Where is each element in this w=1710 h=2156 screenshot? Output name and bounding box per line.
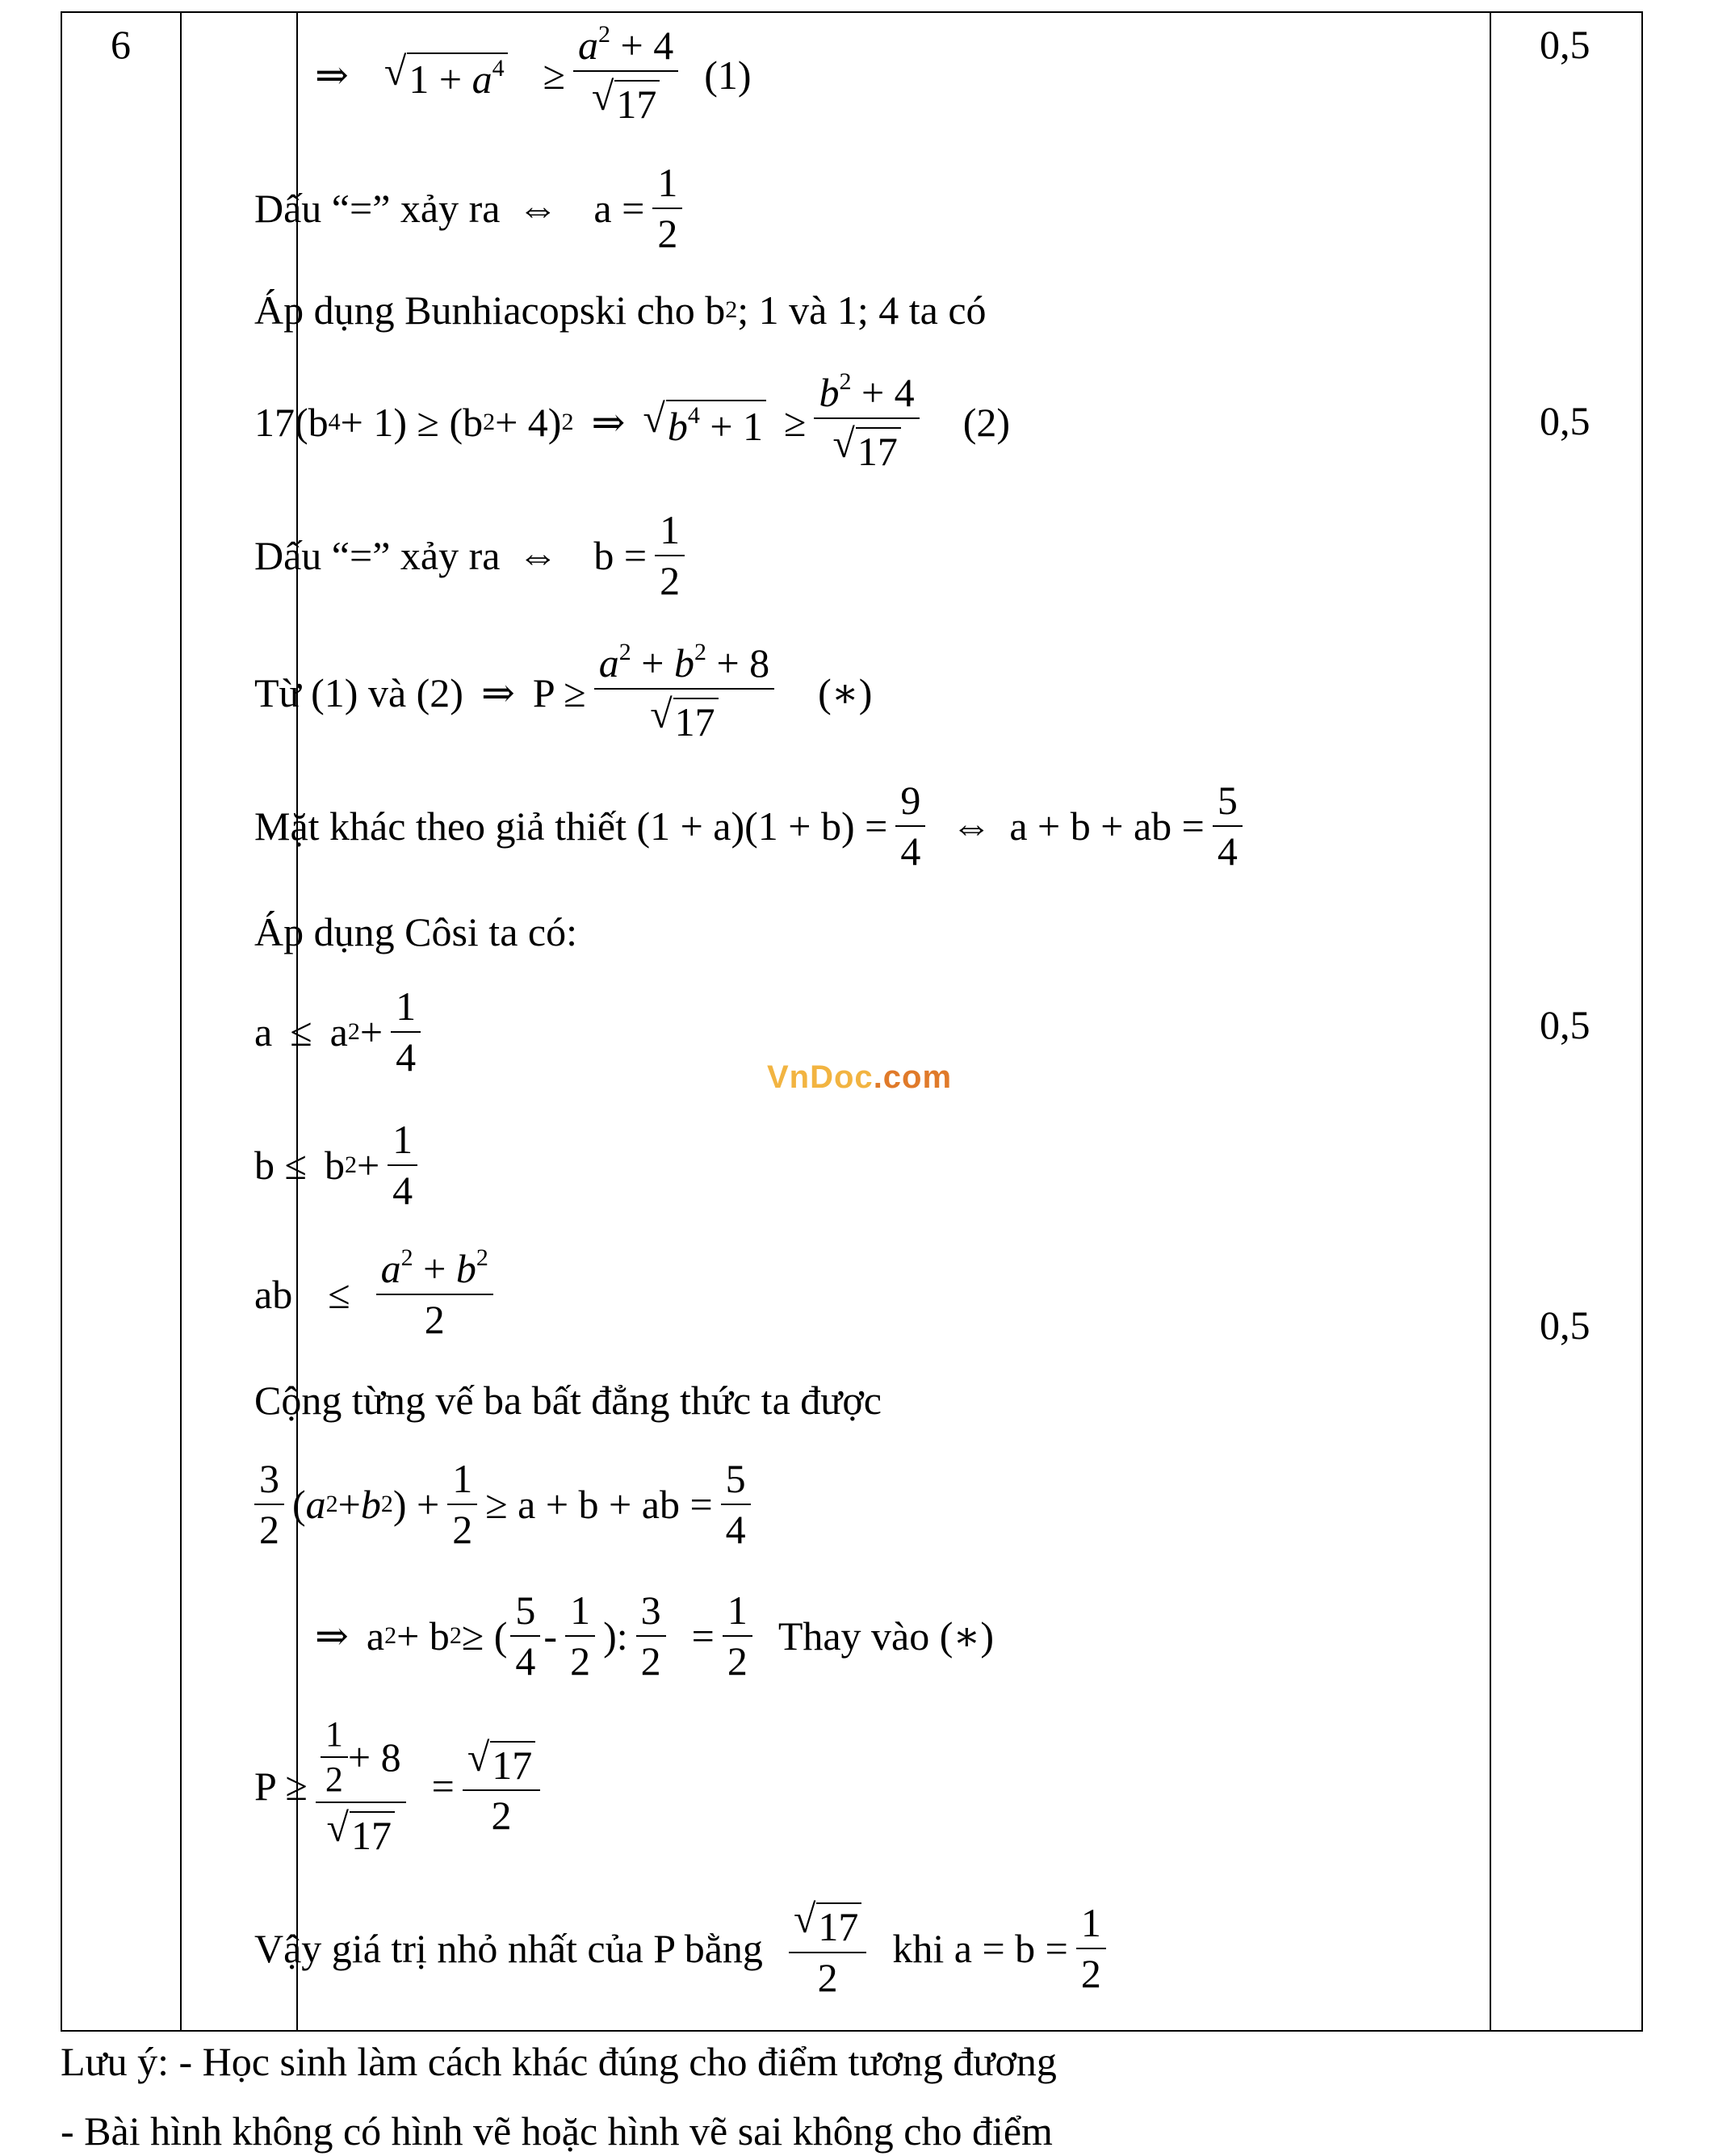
line-7: Mặt khác theo giả thiết (1 + a)(1 + b) = $\frac{9}{4}$ ⇔ a + b + ab = $\frac{5}{4}$ (254, 779, 1251, 872)
fraction: $\frac{1}{2}$ (723, 1589, 752, 1682)
fraction: $\frac{a^2 + b^2}{2}$ (376, 1248, 493, 1340)
line-1 (315, 21, 752, 127)
line-11: ab ≤ $\frac{a^2 + b^2}{2}$ (254, 1248, 501, 1340)
fraction: √ 17 2 (463, 1736, 540, 1837)
sqrt-expression: √ $1 + a^4$ (384, 48, 508, 103)
score-3: 0,5 (1540, 1002, 1591, 1047)
fraction: $\frac{5}{4}$ (1213, 779, 1243, 872)
note-2: - Bài hình không có hình vẽ hoặc hình vẽ sai không cho điểm (61, 2108, 1053, 2154)
sqrt-expression: √ $b^4 + 1$ (643, 395, 766, 450)
note-1: Lưu ý: - Học sinh làm cách khác đúng cho điểm tương đương (61, 2039, 1057, 2084)
fraction: $\frac{1}{4}$ (388, 1118, 417, 1211)
score-4: 0,5 (1540, 1302, 1591, 1348)
score-2: 0,5 (1540, 398, 1591, 443)
line-10: b ≤ b 2 + $\frac{1}{4}$ (254, 1118, 425, 1211)
fraction: $\frac{1}{2}$ (565, 1589, 595, 1682)
fraction: $\frac{1}{2}$ (1076, 1902, 1106, 1995)
compound-fraction: $\frac{1}{2}$ + 8 √ 17 (316, 1716, 406, 1857)
line-13: $\frac{3}{2}$ ( a 2 + b 2 ) + $\frac{1}{2}$ ≥ a + b + ab = $\frac{5}{4}$ (246, 1458, 759, 1550)
vndoc-watermark: VnDoc.com (767, 1059, 953, 1095)
line-8: Áp dụng Côsi ta có: (254, 909, 577, 954)
column-divider (1490, 13, 1491, 2030)
line-6: Từ (1) và (2) ⇒ P ≥ $a^2 + b^2 + 8$ √ 17 (∗) (254, 639, 873, 745)
fraction: $\frac{1}{2}$ (655, 509, 685, 602)
fraction: $\frac{3}{2}$ (636, 1589, 666, 1682)
line-2: Dấu “=” xảy ra ⇔ a = $\frac{1}{2}$ (254, 161, 690, 254)
fraction: $\frac{9}{4}$ (895, 779, 925, 872)
line-3: Áp dụng Bunhiacopski cho b 2 ; 1 và 1; 4 ta có (254, 287, 987, 333)
fraction: $a^2 + b^2 + 8$ √ 17 (594, 642, 774, 743)
fraction: $\frac{5}{4}$ (510, 1589, 540, 1682)
line-14: ⇒ a 2 + b 2 ≥ ( $\frac{5}{4}$ - $\frac{1}{2}$ ): $\frac{3}{2}$ = $\frac{1}{2}$ Thay vào (∗) (315, 1588, 995, 1684)
line-9: a ≤ a 2 + $\frac{1}{4}$ (254, 985, 429, 1078)
geq-symbol: ≥ (543, 52, 566, 98)
line-16: Vậy giá trị nhỏ nhất của P bằng √ 17 2 khi a = b = $\frac{1}{2}$ (254, 1898, 1114, 1999)
fraction: $\frac{1}{2}$ (447, 1458, 477, 1550)
fraction: $\frac{1}{2}$ (652, 161, 682, 254)
equation-tag: (2) (962, 399, 1010, 445)
line-4: 17(b 4 + 1) ≥ (b 2 + 4) 2 ⇒ √ $b^4 + 1$ ≥ $b^2 + 4$ √ 17 (2) (254, 368, 1010, 474)
fraction: $b^2 + 4$ √ 17 (814, 371, 919, 472)
fraction: $\frac{3}{2}$ (254, 1458, 284, 1550)
fraction: $\frac{5}{4}$ (721, 1458, 751, 1550)
line-12: Cộng từng vế ba bất đẳng thức ta được (254, 1378, 882, 1423)
fraction: $a^2 + 4$ √ 17 (573, 24, 678, 125)
implies-symbol: ⇒ (315, 52, 349, 98)
equation-tag: (1) (704, 52, 752, 98)
column-divider (180, 13, 182, 2030)
fraction: $\frac{1}{4}$ (391, 985, 421, 1078)
score-1: 0,5 (1540, 22, 1591, 67)
line-5: Dấu “=” xảy ra ⇔ b = $\frac{1}{2}$ (254, 509, 693, 602)
row-number: 6 (111, 22, 131, 67)
line-15: P ≥ $\frac{1}{2}$ + 8 √ 17 = √ 17 2 (254, 1716, 548, 1857)
fraction: √ 17 2 (789, 1898, 866, 1999)
equation-tag: (∗) (818, 669, 873, 715)
